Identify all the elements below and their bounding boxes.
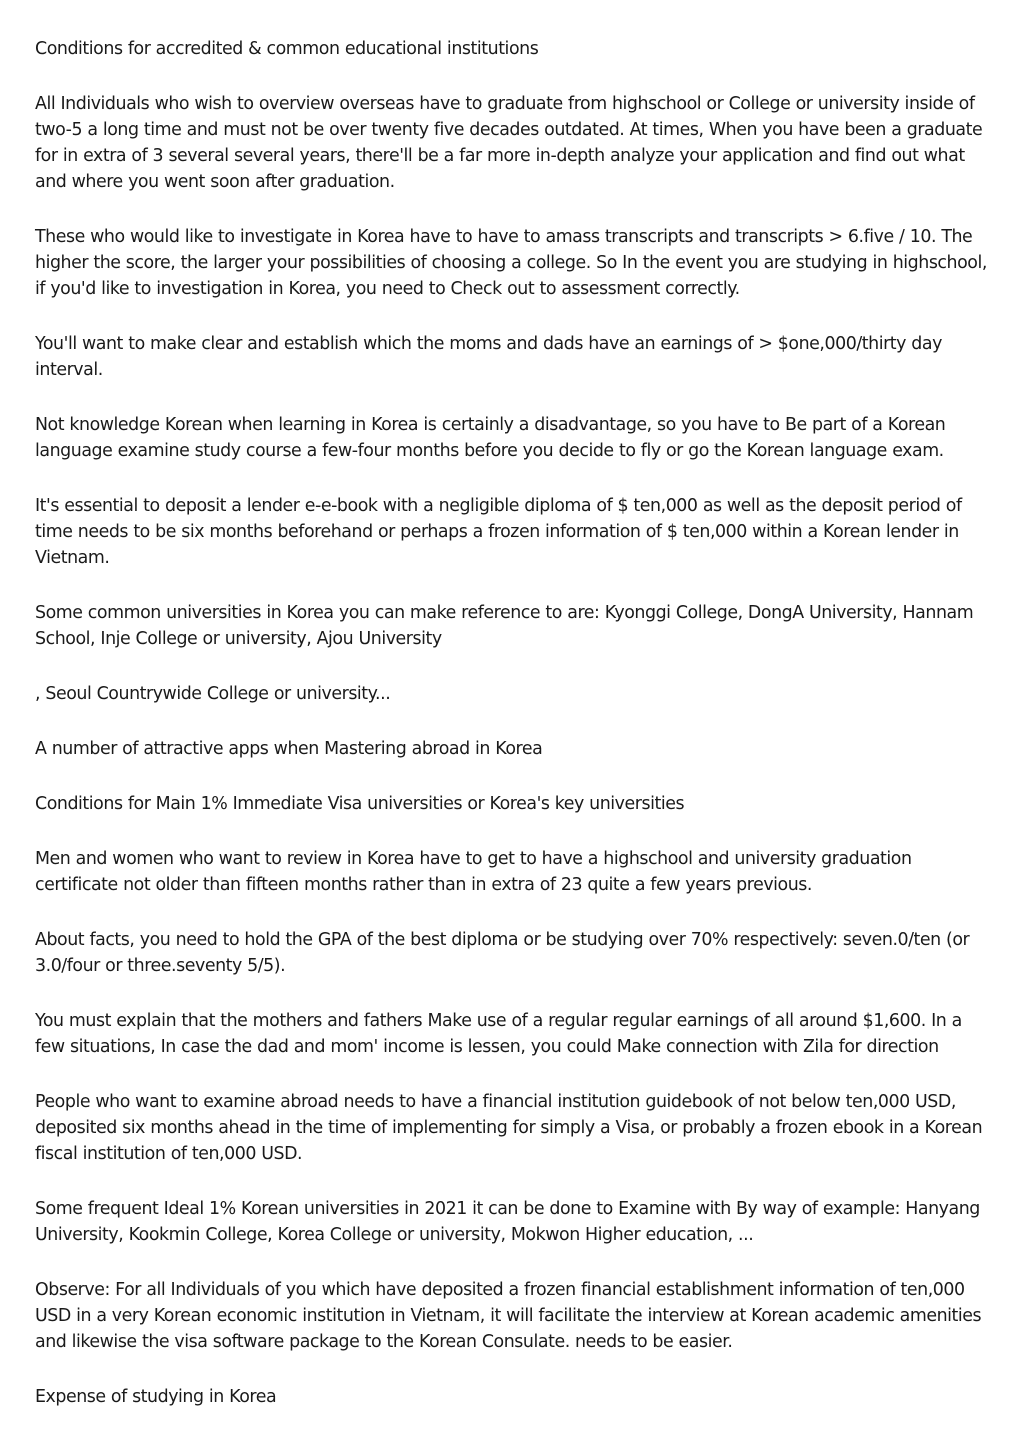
paragraph-note: Observe: For all Individuals of you which have deposited a frozen financial establishment information of ten,000 USD in a very Korean economic institution in Vietnam, it will facilitate the interview at Korean academic amenities and likewise the visa software package to the Korean Consulate. needs to be easier. xyxy=(35,1280,982,1352)
paragraph-gpa-requirement: About facts, you need to hold the GPA of the best diploma or be studying over 70% respectively: seven.0/ten (or 3.0/four or three.seventy 5/5). xyxy=(35,930,970,976)
heading-cost-of-studying: Expense of studying in Korea xyxy=(35,1387,277,1407)
paragraph-korean-language: Not knowledge Korean when learning in Korea is certainly a disadvantage, so you have to Be part of a Korean language examine study course a few-four months before you decide to fly or go the Korean language exam. xyxy=(35,415,946,461)
heading-accredited-conditions: Conditions for accredited & common educational institutions xyxy=(35,39,539,59)
paragraph-parent-income: You'll want to make clear and establish which the moms and dads have an earnings of > $one,000/thirty day interval. xyxy=(35,334,942,380)
heading-attractive-apps: A number of attractive apps when Mastering abroad in Korea xyxy=(35,739,543,759)
paragraph-top-graduation-requirement: Men and women who want to review in Korea have to get to have a highschool and university graduation certificate not older than fifteen months rather than in extra of 23 quite a few years previous. xyxy=(35,849,912,895)
paragraph-top-universities-list: Some frequent Ideal 1% Korean universities in 2021 it can be done to Examine with By way of example: Hanyang University, Kookmin College, Korea College or university, Mokwon Higher education, ... xyxy=(35,1199,980,1245)
paragraph-top-parent-income: You must explain that the mothers and fathers Make use of a regular regular earnings of all around $1,600. In a few situations, In case the dad and mom' income is lessen, you could Make connection with Zila for direction xyxy=(35,1011,962,1057)
paragraph-graduation-requirement: All Individuals who wish to overview overseas have to graduate from highschool or College or university inside of two-5 a long time and must not be over twenty five decades outdated. At times, When you have been a graduate for in extra of 3 several several years, there'll be a far more in-depth analyze your application and find out what and where you went soon after graduation. xyxy=(35,94,983,192)
paragraph-common-universities-continued: , Seoul Countrywide College or university... xyxy=(35,684,391,704)
paragraph-top-bank-deposit: People who want to examine abroad needs to have a financial institution guidebook of not below ten,000 USD, deposited six months ahead in the time of implementing for simply a Visa, or probably a frozen ebook in a Korean fiscal institution of ten,000 USD. xyxy=(35,1092,983,1164)
paragraph-common-universities: Some common universities in Korea you can make reference to are: Kyonggi College, DongA University, Hannam School, Inje College or university, Ajou University xyxy=(35,603,974,649)
paragraph-bank-deposit: It's essential to deposit a lender e-e-book with a negligible diploma of $ ten,000 as well as the deposit period of time needs to be six months beforehand or perhaps a frozen information of $ ten,000 within a Korean lender in Vietnam. xyxy=(35,496,962,568)
paragraph-transcript-requirement: These who would like to investigate in Korea have to have to amass transcripts and transcripts > 6.five / 10. The higher the score, the larger your possibilities of choosing a college. So In the event you are studying in highschool, if you'd like to investigation in Korea, you need to Check out to assessment correctly. xyxy=(35,227,987,299)
heading-top-universities-conditions: Conditions for Main 1% Immediate Visa universities or Korea's key universities xyxy=(35,794,685,814)
